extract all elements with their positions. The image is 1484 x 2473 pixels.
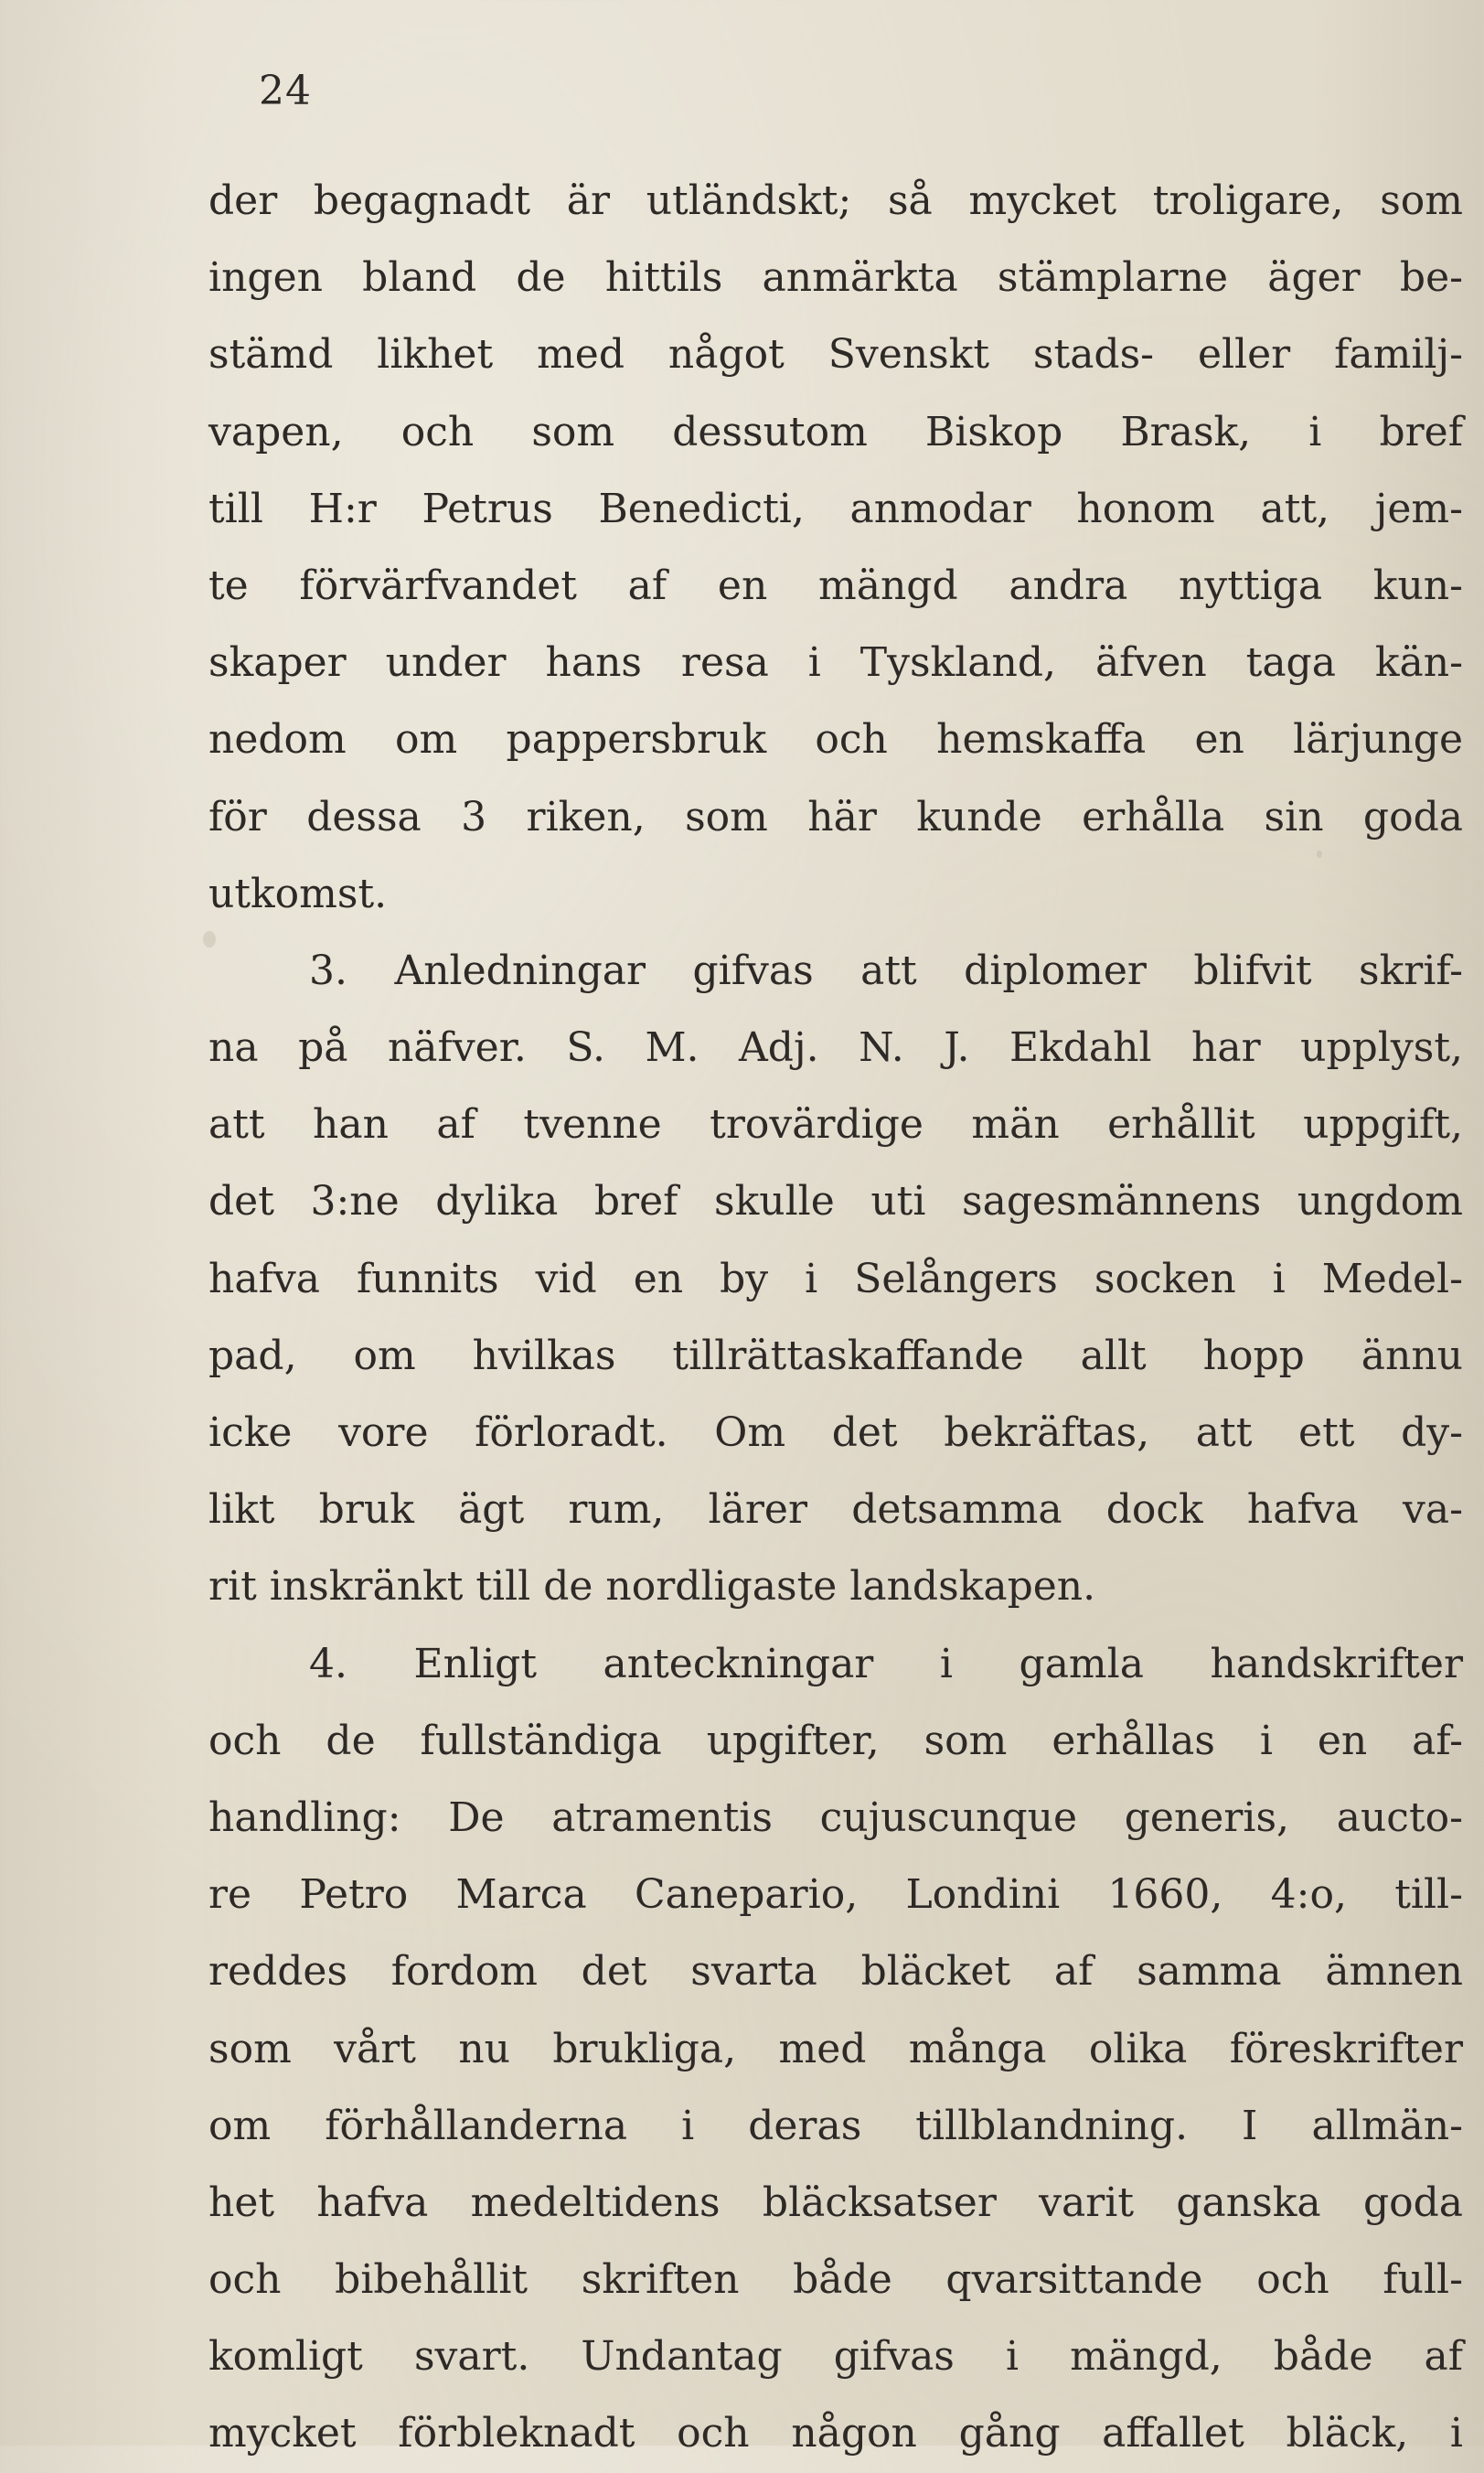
text-line: det 3:ne dylika bref skulle uti sagesmännens ungdom [208, 1178, 1463, 1226]
text-line: hafva funnits vid en by i Selångers socken i Medel- [208, 1255, 1463, 1302]
text-line: till H:r Petrus Benedicti, anmodar honom att, jem- [208, 485, 1463, 532]
text-line: reddes fordom det svarta bläcket af samma ämnen [208, 1948, 1463, 1996]
text-line: som vårt nu brukliga, med många olika föreskrifter [208, 2025, 1463, 2072]
text-line: ingen bland de hittils anmärkta stämplarne äger be- [208, 254, 1463, 302]
text-line: och de fullständiga upgifter, som erhållas i en af- [208, 1717, 1463, 1764]
text-line: och bibehållit skriften både qvarsittande och full- [208, 2256, 1463, 2304]
text-line: pad, om hvilkas tillrättaskaffande allt hopp ännu [208, 1332, 1463, 1379]
text-line: nedom om pappersbruk och hemskaffa en lärjunge [208, 716, 1463, 764]
text-line: mycket förbleknadt och någon gång affallet bläck, i [208, 2410, 1463, 2457]
text-line: 4. Enligt anteckningar i gamla handskrifter [309, 1640, 1463, 1687]
text-line: te förvärfvandet af en mängd andra nyttiga kun- [208, 562, 1463, 609]
text-line: icke vore förloradt. Om det bekräftas, att ett dy- [208, 1409, 1463, 1456]
text-line: na på näfver. S. M. Adj. N. J. Ekdahl har upplyst, [208, 1024, 1463, 1072]
text-line: der begagnadt är utländskt; så mycket troligare, som [208, 177, 1463, 224]
page-number: 24 [259, 68, 312, 114]
text-line: rit inskränkt till de nordligaste landskapen. [208, 1563, 1096, 1611]
text-line: komligt svart. Undantag gifvas i mängd, både af [208, 2333, 1463, 2381]
text-line: het hafva medeltidens bläcksatser varit ganska goda [208, 2179, 1463, 2226]
text-line: likt bruk ägt rum, lärer detsamma dock hafva va- [208, 1486, 1463, 1534]
text-line: utkomst. [208, 870, 388, 917]
text-line: re Petro Marca Canepario, Londini 1660, 4:o, till- [208, 1871, 1463, 1919]
text-line: handling: De atramentis cujuscunque generis, aucto- [208, 1793, 1463, 1841]
text-line: för dessa 3 riken, som här kunde erhålla sin goda [208, 793, 1463, 840]
text-line: vapen, och som dessutom Biskop Brask, i bref [208, 408, 1463, 455]
text-line: skaper under hans resa i Tyskland, äfven taga kän- [208, 639, 1463, 687]
text-line: stämd likhet med något Svenskt stads- eller familj- [208, 331, 1463, 379]
text-line: att han af tvenne trovärdige män erhållit uppgift, [208, 1101, 1463, 1149]
body-text [208, 163, 1463, 2473]
text-line: om förhållanderna i deras tillblandning. I allmän- [208, 2102, 1463, 2149]
text-line: 3. Anledningar gifvas att diplomer blifvit skrif- [309, 947, 1463, 994]
